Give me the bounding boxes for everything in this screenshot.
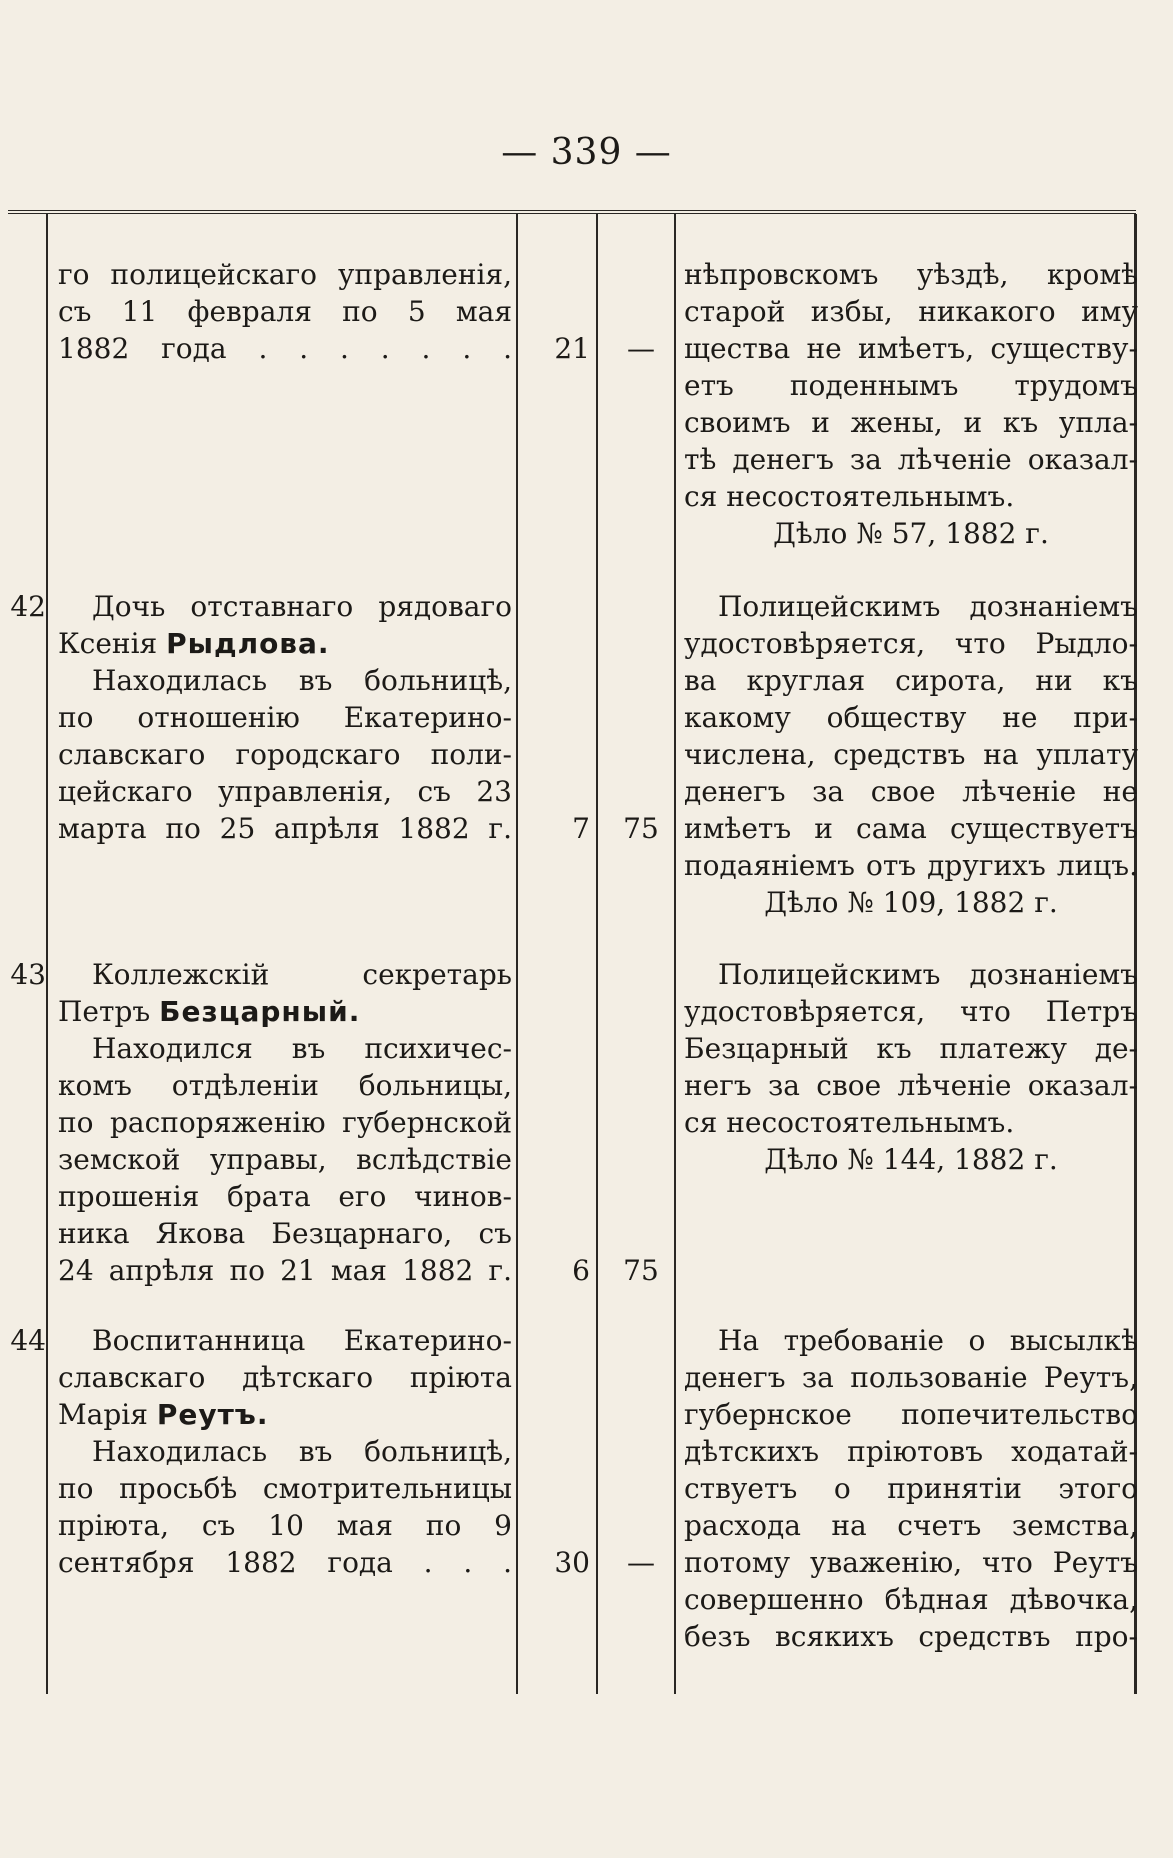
note-line: щества не имѣетъ, существу-: [684, 332, 1138, 365]
note-line: Безцарный къ платежу де-: [684, 1032, 1138, 1065]
description-line: прошенія брата его чинов-: [58, 1180, 512, 1213]
entry-number: 44: [10, 1324, 46, 1357]
kopecks-amount: 75: [623, 812, 659, 845]
description-line: Находилась въ больницѣ,: [92, 1435, 512, 1468]
entry-description: [58, 588, 512, 847]
description-line: Коллежскій секретарь: [92, 958, 512, 991]
description-line: цейскаго управленія, съ 23: [58, 775, 512, 808]
note-line: тѣ денегъ за лѣченіе оказал-: [684, 443, 1138, 476]
description-line: Петръ Безцарный.: [58, 995, 361, 1028]
note-line: удостовѣряется, что Петръ: [684, 995, 1138, 1028]
rubles-amount: 7: [572, 812, 590, 845]
entry-note: [684, 256, 1138, 552]
description-line: земской управы, вслѣдствіе: [58, 1143, 512, 1176]
note-line: совершенно бѣдная дѣвочка,: [684, 1583, 1138, 1616]
page-number: — 339 —: [501, 132, 672, 173]
note-line: расхода на счетъ земства,: [684, 1509, 1138, 1542]
entry-note: [684, 588, 1138, 921]
note-line: На требованіе о высылкѣ: [718, 1324, 1138, 1357]
person-name: Реутъ.: [156, 1398, 269, 1431]
column-rule: [596, 214, 598, 1694]
kopecks-amount: 75: [623, 1254, 659, 1287]
note-line: ся несостоятельнымъ.: [684, 1106, 1015, 1139]
case-reference: Дѣло № 109, 1882 г.: [764, 886, 1058, 919]
entry-note: [684, 956, 1138, 1178]
description-line: 1882 года . . . . . . .: [58, 332, 512, 365]
note-line: потому уваженію, что Реутъ: [684, 1546, 1138, 1579]
note-line: нѣпровскомъ уѣздѣ, кромѣ: [684, 258, 1138, 291]
case-reference: Дѣло № 57, 1882 г.: [773, 517, 1049, 550]
entry-number: 42: [10, 590, 46, 623]
ledger-table: [8, 210, 1136, 1694]
rubles-amount: 30: [554, 1546, 590, 1579]
description-line: по отношенію Екатерино-: [58, 701, 512, 734]
note-line: числена, средствъ на уплату: [684, 738, 1138, 771]
kopecks-amount: —: [627, 1546, 655, 1579]
note-line: губернское попечительство: [684, 1398, 1138, 1431]
description-line: сентября 1882 года . . .: [58, 1546, 512, 1579]
kopecks-amount: —: [627, 332, 655, 365]
person-name: Безцарный.: [159, 995, 361, 1028]
note-line: денегъ за свое лѣченіе не: [684, 775, 1138, 808]
description-line: го полицейскаго управленія,: [58, 258, 512, 291]
description-line: пріюта, съ 10 мая по 9: [58, 1509, 512, 1542]
entry-description: [58, 956, 512, 1289]
note-line: ся несостоятельнымъ.: [684, 480, 1015, 513]
description-line: Воспитанница Екатерино-: [92, 1324, 512, 1357]
note-line: денегъ за пользованіе Реутъ,: [684, 1361, 1138, 1394]
entry-description: [58, 256, 512, 367]
description-line: Марія Реутъ.: [58, 1398, 269, 1431]
case-reference: Дѣло № 144, 1882 г.: [764, 1143, 1058, 1176]
column-rule: [516, 214, 518, 1694]
note-line: Полицейскимъ дознаніемъ: [718, 958, 1138, 991]
description-line: 24 апрѣля по 21 мая 1882 г.: [58, 1254, 512, 1287]
description-line: Находился въ психичес-: [92, 1032, 512, 1065]
note-line: ва круглая сирота, ни къ: [684, 664, 1138, 697]
entry-description: [58, 1322, 512, 1581]
note-line: негъ за свое лѣченіе оказал-: [684, 1069, 1138, 1102]
note-line: какому обществу не при-: [684, 701, 1138, 734]
rubles-amount: 21: [554, 332, 590, 365]
description-line: Ксенія Рыдлова.: [58, 627, 330, 660]
note-line: имѣетъ и сама существуетъ: [684, 812, 1138, 845]
description-line: Дочь отставнаго рядоваго: [92, 590, 512, 623]
person-name: Рыдлова.: [166, 627, 330, 660]
note-line: безъ всякихъ средствъ про-: [684, 1620, 1138, 1653]
column-rule: [674, 214, 676, 1694]
description-line: славскаго дѣтскаго пріюта: [58, 1361, 512, 1394]
entry-number: 43: [10, 958, 46, 991]
description-line: комъ отдѣленіи больницы,: [58, 1069, 512, 1102]
description-line: марта по 25 апрѣля 1882 г.: [58, 812, 512, 845]
entry-note: [684, 1322, 1138, 1655]
note-line: ствуетъ о принятіи этого: [684, 1472, 1138, 1505]
description-line: славскаго городскаго поли-: [58, 738, 512, 771]
note-line: подаяніемъ отъ другихъ лицъ.: [684, 849, 1138, 882]
note-line: етъ поденнымъ трудомъ: [684, 369, 1138, 402]
rubles-amount: 6: [572, 1254, 590, 1287]
note-line: старой избы, никакого иму: [684, 295, 1138, 328]
note-line: удостовѣряется, что Рыдло-: [684, 627, 1138, 660]
description-line: по распоряженію губернской: [58, 1106, 512, 1139]
note-line: дѣтскихъ пріютовъ ходатай-: [684, 1435, 1138, 1468]
description-line: по просьбѣ смотрительницы: [58, 1472, 512, 1505]
column-rule: [46, 214, 48, 1694]
description-line: ника Якова Безцарнаго, съ: [58, 1217, 512, 1250]
description-line: съ 11 февраля по 5 мая: [58, 295, 512, 328]
description-line: Находилась въ больницѣ,: [92, 664, 512, 697]
note-line: Полицейскимъ дознаніемъ: [718, 590, 1138, 623]
note-line: своимъ и жены, и къ упла-: [684, 406, 1138, 439]
